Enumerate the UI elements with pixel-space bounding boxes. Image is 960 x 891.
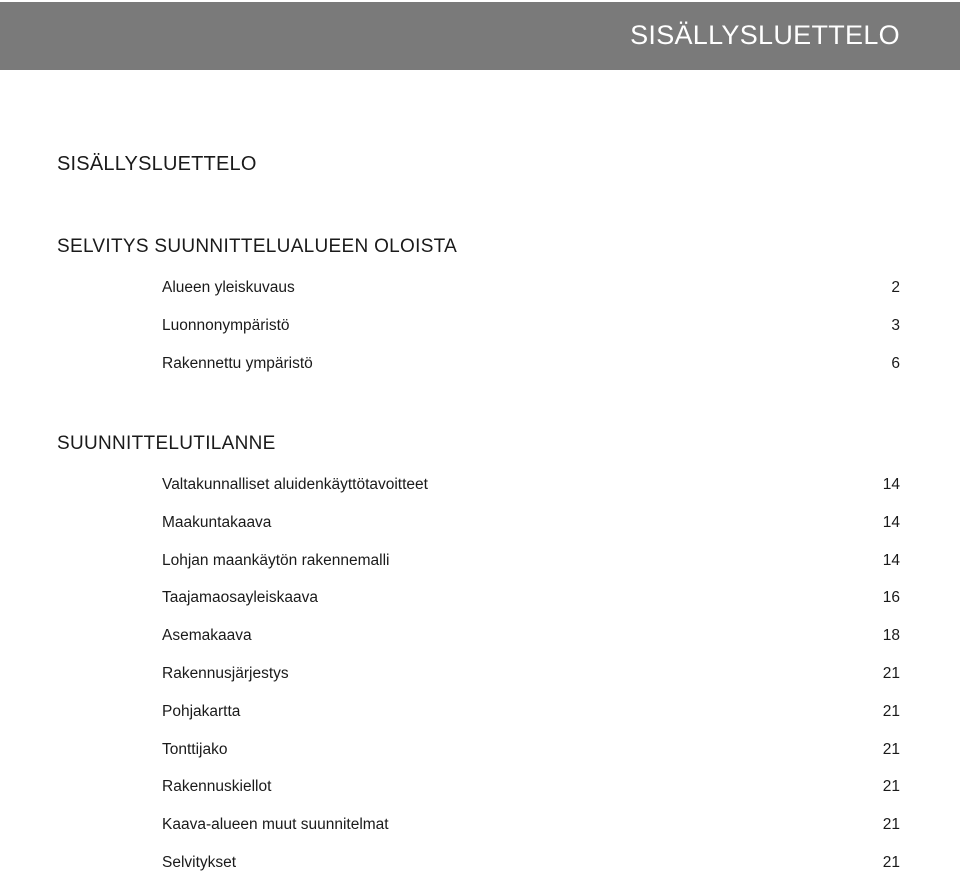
toc-entry-page: 21 — [882, 740, 900, 758]
toc-entry[interactable] — [162, 702, 900, 740]
toc-list-selvitys — [162, 278, 900, 391]
toc-entry[interactable] — [162, 815, 900, 853]
toc-entry-label: Valtakunnalliset aluidenkäyttötavoitteet — [162, 476, 428, 493]
toc-entry-page: 14 — [882, 513, 900, 531]
toc-entry-page: 14 — [882, 551, 900, 569]
toc-entry-label: Selvitykset — [162, 853, 237, 871]
toc-entry-page: 21 — [882, 853, 900, 871]
toc-entry-page: 21 — [882, 816, 900, 834]
header-title: SISÄLLYSLUETTELO — [630, 20, 900, 50]
toc-entry-page: 14 — [882, 476, 900, 493]
toc-entry-page: 3 — [891, 316, 900, 334]
toc-entry-page: 16 — [882, 589, 900, 607]
toc-entry-label: Alueen yleiskuvaus — [162, 279, 295, 296]
toc-entry-label: Lohjan maankäytön rakennemalli — [162, 551, 390, 569]
toc-entry[interactable] — [162, 740, 900, 778]
toc-entry-label: Maakuntakaava — [162, 513, 272, 531]
page-title: SISÄLLYSLUETTELO — [57, 153, 257, 175]
toc-entry[interactable] — [162, 316, 900, 354]
toc-entry-label: Pohjakartta — [162, 702, 241, 720]
toc-entry-label: Rakennusjärjestys — [162, 664, 289, 682]
toc-entry[interactable] — [162, 354, 900, 392]
toc-entry-label: Taajamaosayleiskaava — [162, 589, 318, 607]
toc-list-suunnittelutilanne — [162, 475, 900, 891]
toc-entry-label: Kaava-alueen muut suunnitelmat — [162, 816, 389, 834]
toc-entry-label: Luonnonympäristö — [162, 316, 290, 334]
toc-entry[interactable] — [162, 278, 900, 316]
toc-entry[interactable] — [162, 551, 900, 589]
section-heading-selvitys: SELVITYS SUUNNITTELUALUEEN OLOISTA — [57, 236, 458, 257]
toc-entry[interactable] — [162, 626, 900, 664]
toc-entry-page: 6 — [891, 354, 900, 372]
toc-entry-page: 2 — [891, 279, 900, 296]
toc-entry[interactable] — [162, 513, 900, 551]
toc-entry-page: 21 — [882, 664, 900, 682]
toc-entry-label: Asemakaava — [162, 627, 252, 645]
toc-entry-label: Rakennettu ympäristö — [162, 354, 313, 372]
header-bar — [0, 2, 960, 70]
section-heading-suunnittelutilanne: SUUNNITTELUTILANNE — [57, 433, 276, 454]
toc-entry[interactable] — [162, 588, 900, 626]
toc-entry[interactable] — [162, 853, 900, 891]
toc-entry-page: 21 — [882, 702, 900, 720]
toc-entry[interactable] — [162, 475, 900, 513]
toc-entry[interactable] — [162, 777, 900, 815]
toc-entry-page: 21 — [882, 778, 900, 796]
toc-entry-label: Rakennuskiellot — [162, 778, 272, 796]
toc-entry-label: Tonttijako — [162, 740, 228, 758]
toc-entry-page: 18 — [882, 627, 900, 645]
toc-entry[interactable] — [162, 664, 900, 702]
